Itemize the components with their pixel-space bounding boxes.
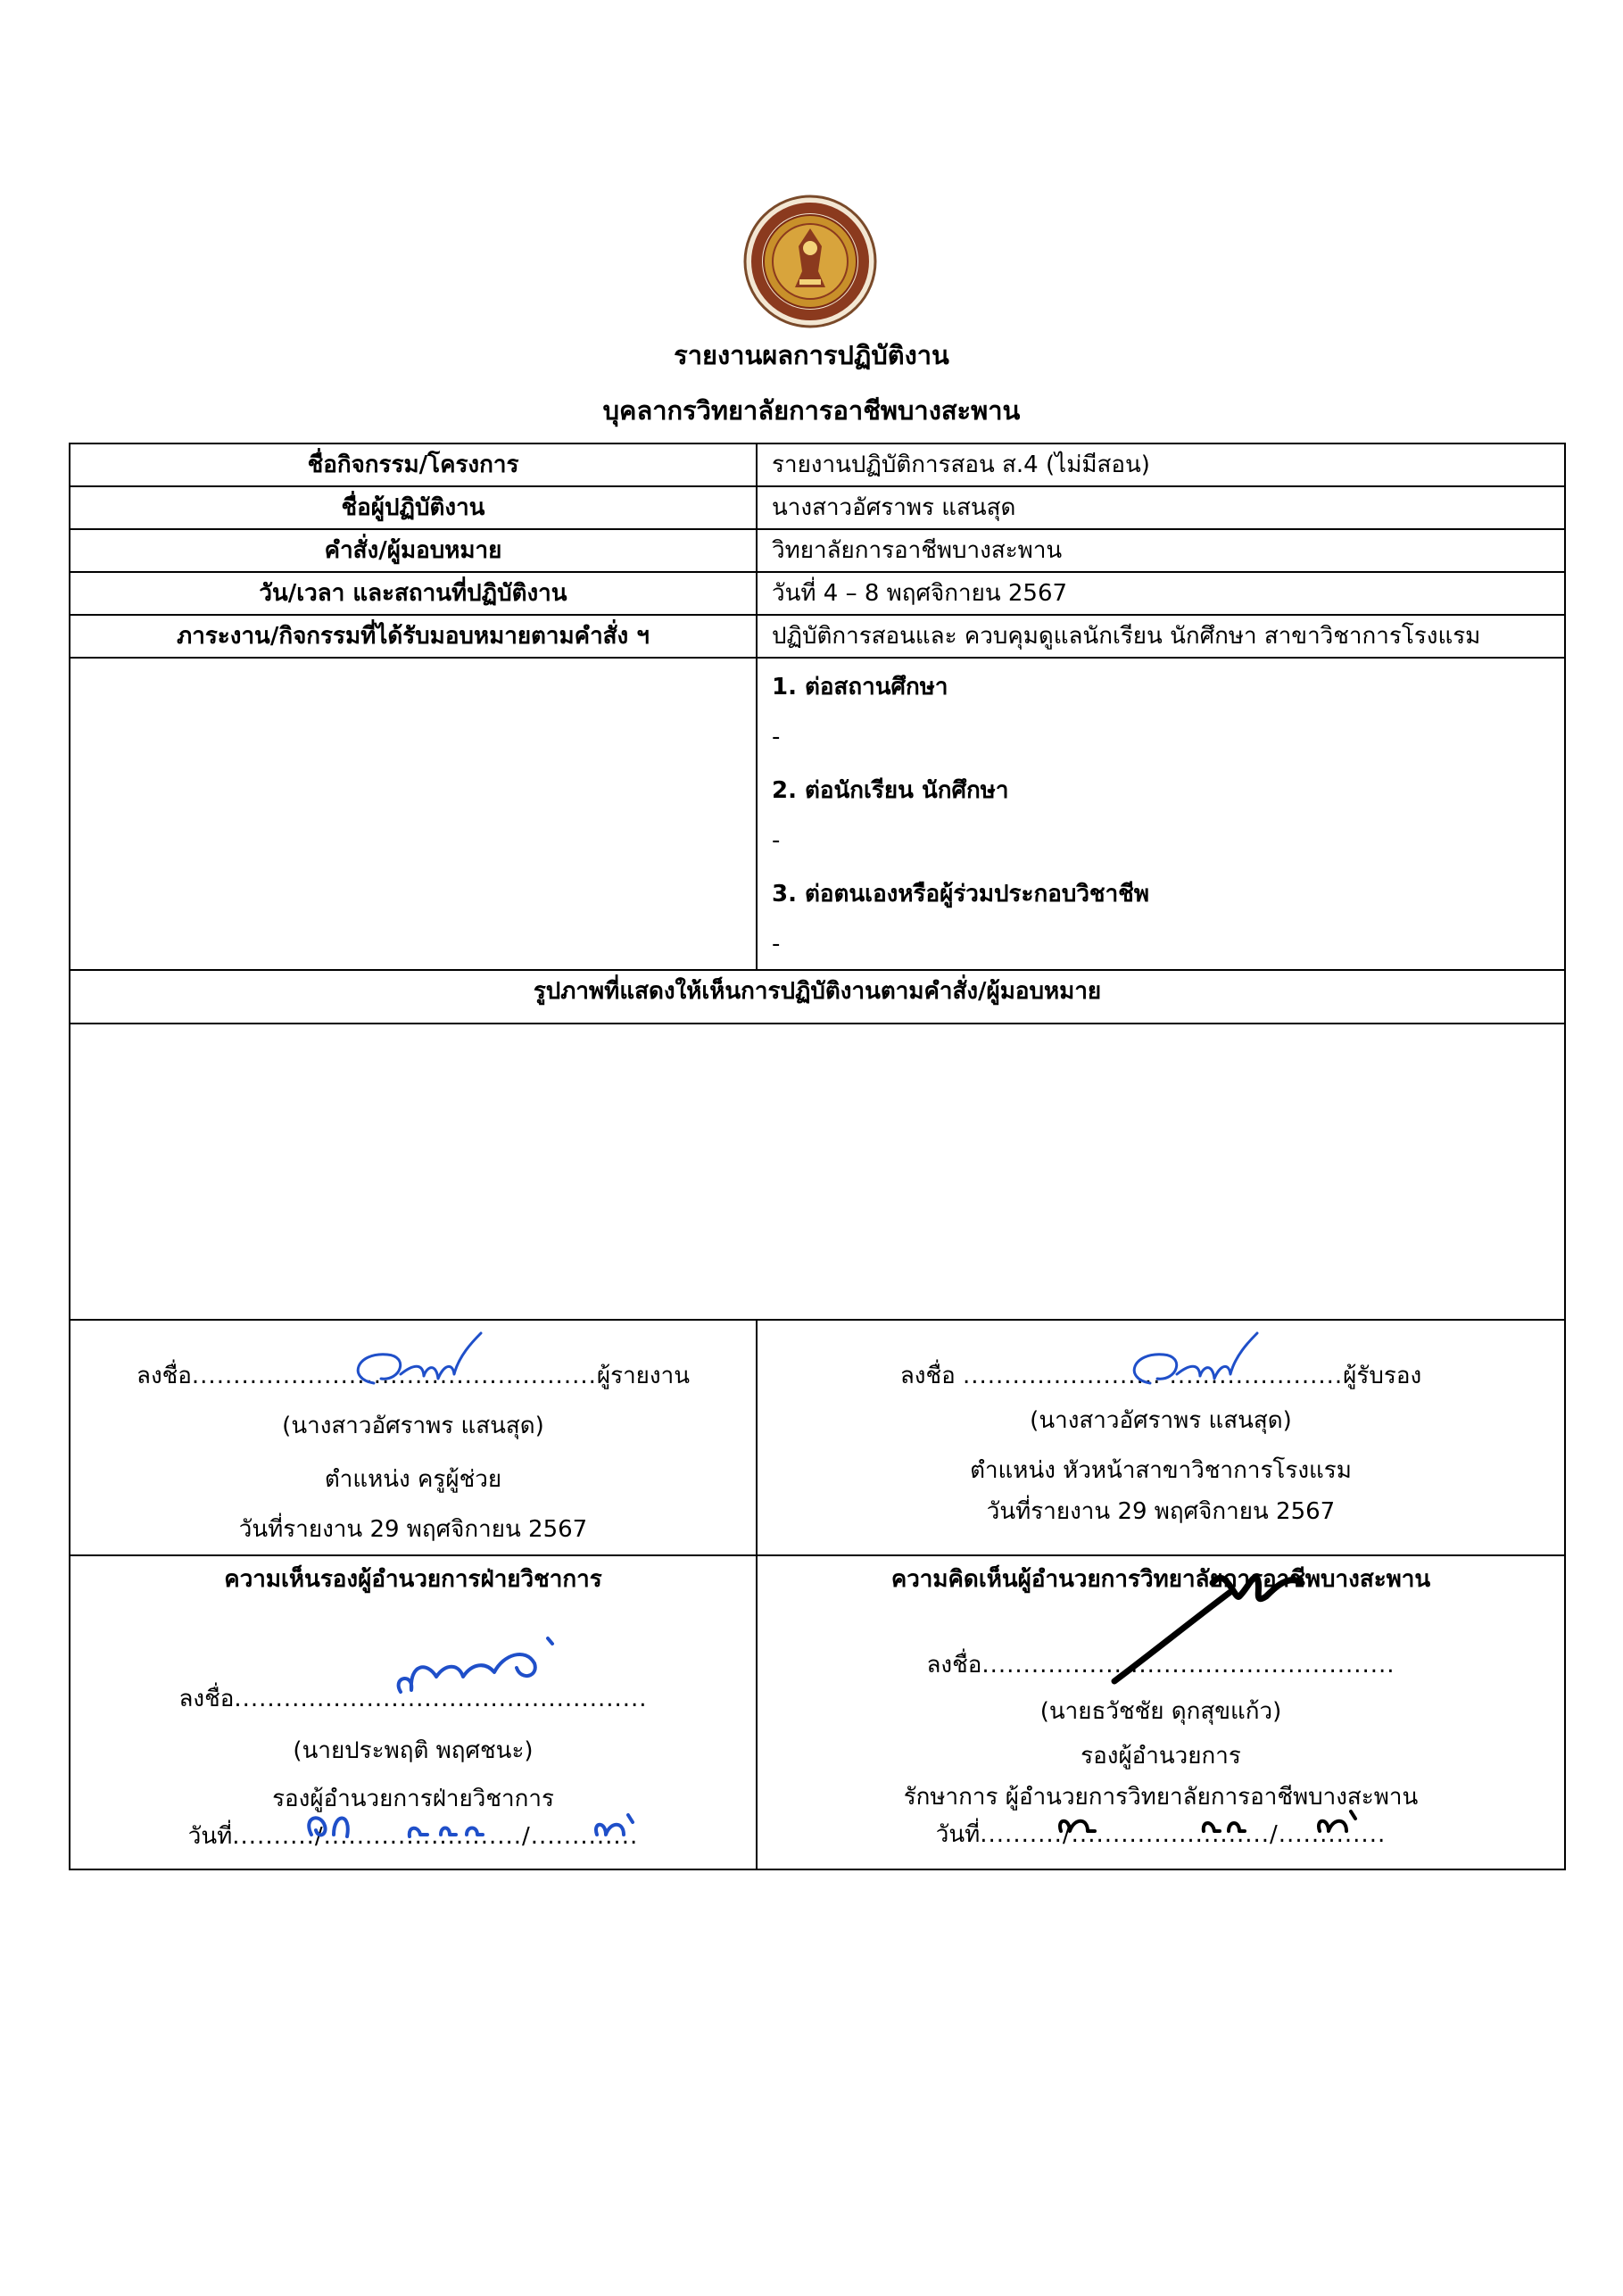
table-row [70,572,1565,615]
reporter-signature-cell [70,1320,757,1555]
report-subtitle: บุคลากรวิทยาลัยการอาชีพบางสะพาน [602,395,1021,426]
reporter-signature-mark [338,1330,517,1401]
sign-dots: ................................................. [191,1363,597,1389]
director-handwritten-date [1025,1795,1489,1849]
result-item-detail: - [772,827,781,854]
sign-role: ผู้รับรอง [1343,1363,1422,1389]
director-position: รองผู้อำนวยการ [1081,1743,1241,1770]
deputy-approval-heading: ความเห็นรองผู้อำนวยการฝ่ายวิชาการ [224,1566,602,1593]
director-position-acting: รักษาการ ผู้อำนวยการวิทยาลัยการอาชีพบางสะพาน [903,1784,1419,1811]
row-label: ภาระงาน/กิจกรรมที่ได้รับมอบหมายตามคำสั่ง ฯ [70,615,757,658]
result-item-detail: - [772,931,781,957]
row-value: วิทยาลัยการอาชีพบางสะพาน [757,529,1565,572]
signature-row [70,1320,1565,1555]
director-approval-heading: ความคิดเห็นผู้อำนวยการวิทยาลัยการอาชีพบางสะพาน [890,1566,1431,1593]
certifier-signature-cell [757,1320,1565,1555]
table-row [70,486,1565,529]
report-title: รายงานผลการปฏิบัติงาน [674,340,949,370]
row-value: วันที่ 4 – 8 พฤศจิกายน 2567 [757,572,1565,615]
sign-prefix: ลงชื่อ [178,1686,235,1712]
result-item-detail: - [772,724,781,750]
result-item-title: 1. ต่อสถานศึกษา [772,674,948,700]
table-row [70,443,1565,486]
row-label: คำสั่ง/ผู้มอบหมาย [70,529,757,572]
row-label: ชื่อผู้ปฏิบัติงาน [70,486,757,529]
report-form-table [69,443,1566,1870]
date-prefix: วันที่ [935,1821,981,1848]
results-cell [757,658,1565,970]
date-dots: ........../......................../............. [980,1821,1387,1848]
results-blank-cell [70,658,757,970]
deputy-approval-cell [70,1555,757,1869]
sign-role: ผู้รายงาน [596,1363,690,1389]
college-seal-icon [743,195,877,328]
deputy-signature-mark [374,1628,588,1708]
deputy-handwritten-date [249,1799,713,1853]
table-row [70,615,1565,658]
reporter-date: วันที่รายงาน 29 พฤศจิกายน 2567 [238,1516,588,1543]
results-row [70,658,1565,970]
deputy-name: (นายประพฤติ พฤศชนะ) [293,1737,534,1764]
sign-dots: .................................................. [234,1686,648,1712]
row-value: รายงานปฏิบัติการสอน ส.4 (ไม่มีสอน) [757,443,1565,486]
date-prefix: วันที่ [187,1823,233,1850]
row-value: นางสาวอัศราพร แสนสุด [757,486,1565,529]
photo-section-heading: รูปภาพที่แสดงให้เห็นการปฏิบัติงานตามคำสั่ง/ผู้มอบหมาย [70,970,1565,1024]
sign-prefix: ลงชื่อ [137,1363,192,1389]
row-label: ชื่อกิจกรรม/โครงการ [70,443,757,486]
sign-prefix: ลงชื่อ [926,1652,982,1678]
reporter-position: ตำแหน่ง ครูผู้ช่วย [324,1466,502,1493]
photo-area [70,1024,1565,1320]
certifier-name: (นางสาวอัศราพร แสนสุด) [1030,1407,1292,1434]
director-sign-line [758,1649,1564,1681]
result-item-title: 2. ต่อนักเรียน นักศึกษา [772,777,1009,804]
date-dots: ........../......................../............. [232,1823,639,1850]
photo-area-row [70,1024,1565,1320]
deputy-position: รองผู้อำนวยการฝ่ายวิชาการ [272,1786,554,1812]
certifier-signature-mark [1114,1330,1293,1401]
certifier-date: วันที่รายงาน 29 พฤศจิกายน 2567 [986,1498,1336,1525]
approval-row [70,1555,1565,1869]
director-name: (นายธวัชชัย ดุกสุขแก้ว) [1039,1698,1282,1725]
sign-prefix: ลงชื่อ [899,1363,956,1389]
row-value: ปฏิบัติการสอนและ ควบคุมดูแลนักเรียน นักศึกษา สาขาวิชาการโรงแรม [757,615,1565,658]
reporter-name: (นางสาวอัศราพร แสนสุด) [282,1413,544,1439]
certifier-position: ตำแหน่ง หัวหน้าสาขาวิชาการโรงแรม [970,1457,1352,1484]
director-approval-cell [757,1555,1565,1869]
result-item-title: 3. ต่อตนเองหรือผู้ร่วมประกอบวิชาชีพ [772,881,1149,908]
sign-dots: .................................................. [981,1652,1395,1678]
photo-heading-row [70,970,1565,1024]
sign-dots: ........................ ..................... [962,1363,1344,1389]
row-label: วัน/เวลา และสถานที่ปฏิบัติงาน [70,572,757,615]
table-row [70,529,1565,572]
